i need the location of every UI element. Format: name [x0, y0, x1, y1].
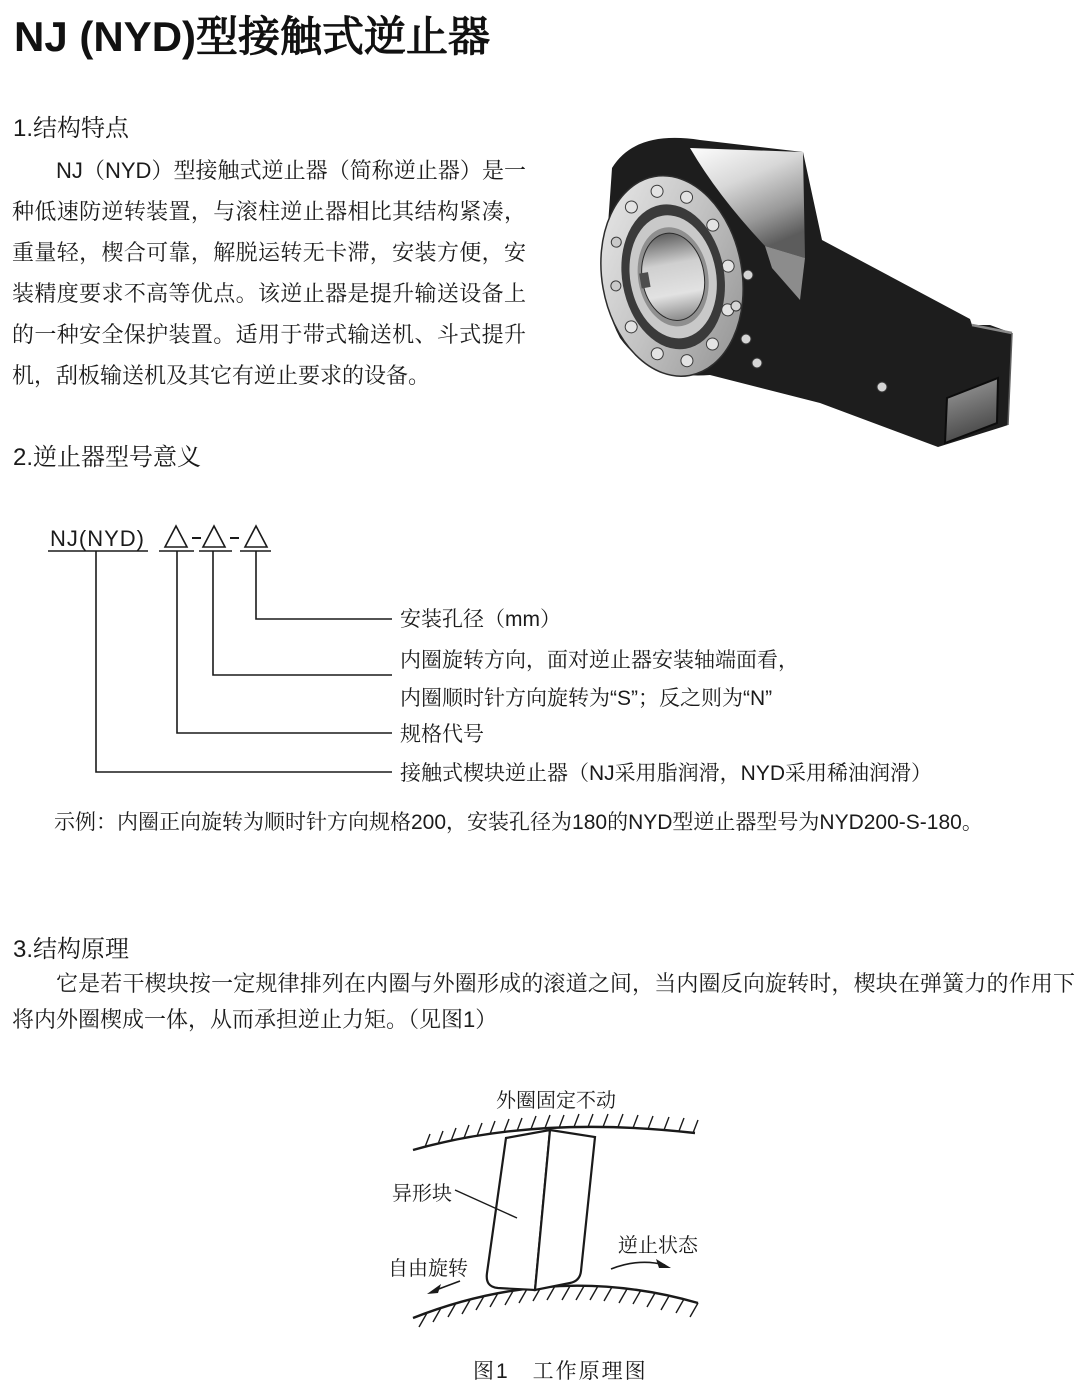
plate-bolt [752, 358, 762, 368]
label-spec-code: 规格代号 [400, 723, 484, 746]
label-type-description: 接触式楔块逆止器（NJ采用脂润滑，NYD采用稀油润滑） [400, 762, 933, 785]
backstop-state-arrow [611, 1262, 665, 1269]
figure1-working-principle [330, 1075, 780, 1383]
section2-heading: 2.逆止器型号意义 [13, 444, 202, 471]
inner-ring-arc [413, 1286, 698, 1318]
figure-label-outer-ring: 外圈固定不动 [496, 1090, 616, 1112]
label-bore-diameter: 安装孔径（mm） [400, 608, 561, 631]
model-connector-lines [96, 551, 392, 772]
model-code-diagram [0, 515, 1089, 805]
model-placeholder-triangles [165, 526, 267, 547]
plate-bolt [743, 270, 753, 280]
plate-bolt [731, 301, 741, 311]
section3-heading: 3.结构原理 [13, 936, 130, 963]
label-rotation-direction-2: 内圈顺时针方向旋转为“S”；反之则为“N” [400, 687, 773, 710]
figure-label-wedge: 异形块 [392, 1183, 452, 1205]
free-rotation-arrowhead [427, 1284, 441, 1294]
product-photo [560, 118, 1040, 463]
figure-caption: 图1 工作原理图 [473, 1360, 648, 1383]
section1-paragraph: NJ（NYD）型接触式逆止器（简称逆止器）是一种低速防逆转装置，与滚柱逆止器相比其结构紧凑，重量轻，楔合可靠，解脱运转无卡滞，安装方便，安装精度要求不高等优点。该逆止器是提升输送设备上的一种安全保护装置。适用于带式输送机、斗式提升机，刮板输送机及其它有逆止要求的设备。 [12, 158, 526, 388]
plate-bolt [741, 334, 751, 344]
figure-label-free-rotation: 自由旋转 [388, 1258, 468, 1280]
backstop-state-arrowhead [656, 1259, 671, 1268]
label-rotation-direction-1: 内圈旋转方向，面对逆止器安装轴端面看， [400, 649, 799, 672]
section1-heading: 1.结构特点 [13, 115, 130, 142]
page-title: NJ (NYD)型接触式逆止器 [14, 13, 491, 60]
model-example: 示例：内圈正向旋转为顺时针方向规格200，安装孔径为180的NYD型逆止器型号为NYD200-S-180。 [54, 811, 983, 834]
figure-label-backstop-state: 逆止状态 [618, 1235, 698, 1257]
section3-paragraph: 它是若干楔块按一定规律排列在内圈与外圈形成的滚道之间，当内圈反向旋转时，楔块在弹簧力的作用下将内外圈楔成一体，从而承担逆止力矩。（见图1） [12, 971, 1075, 1032]
model-prefix: NJ(NYD) [50, 526, 145, 551]
plate-bolt [877, 382, 887, 392]
